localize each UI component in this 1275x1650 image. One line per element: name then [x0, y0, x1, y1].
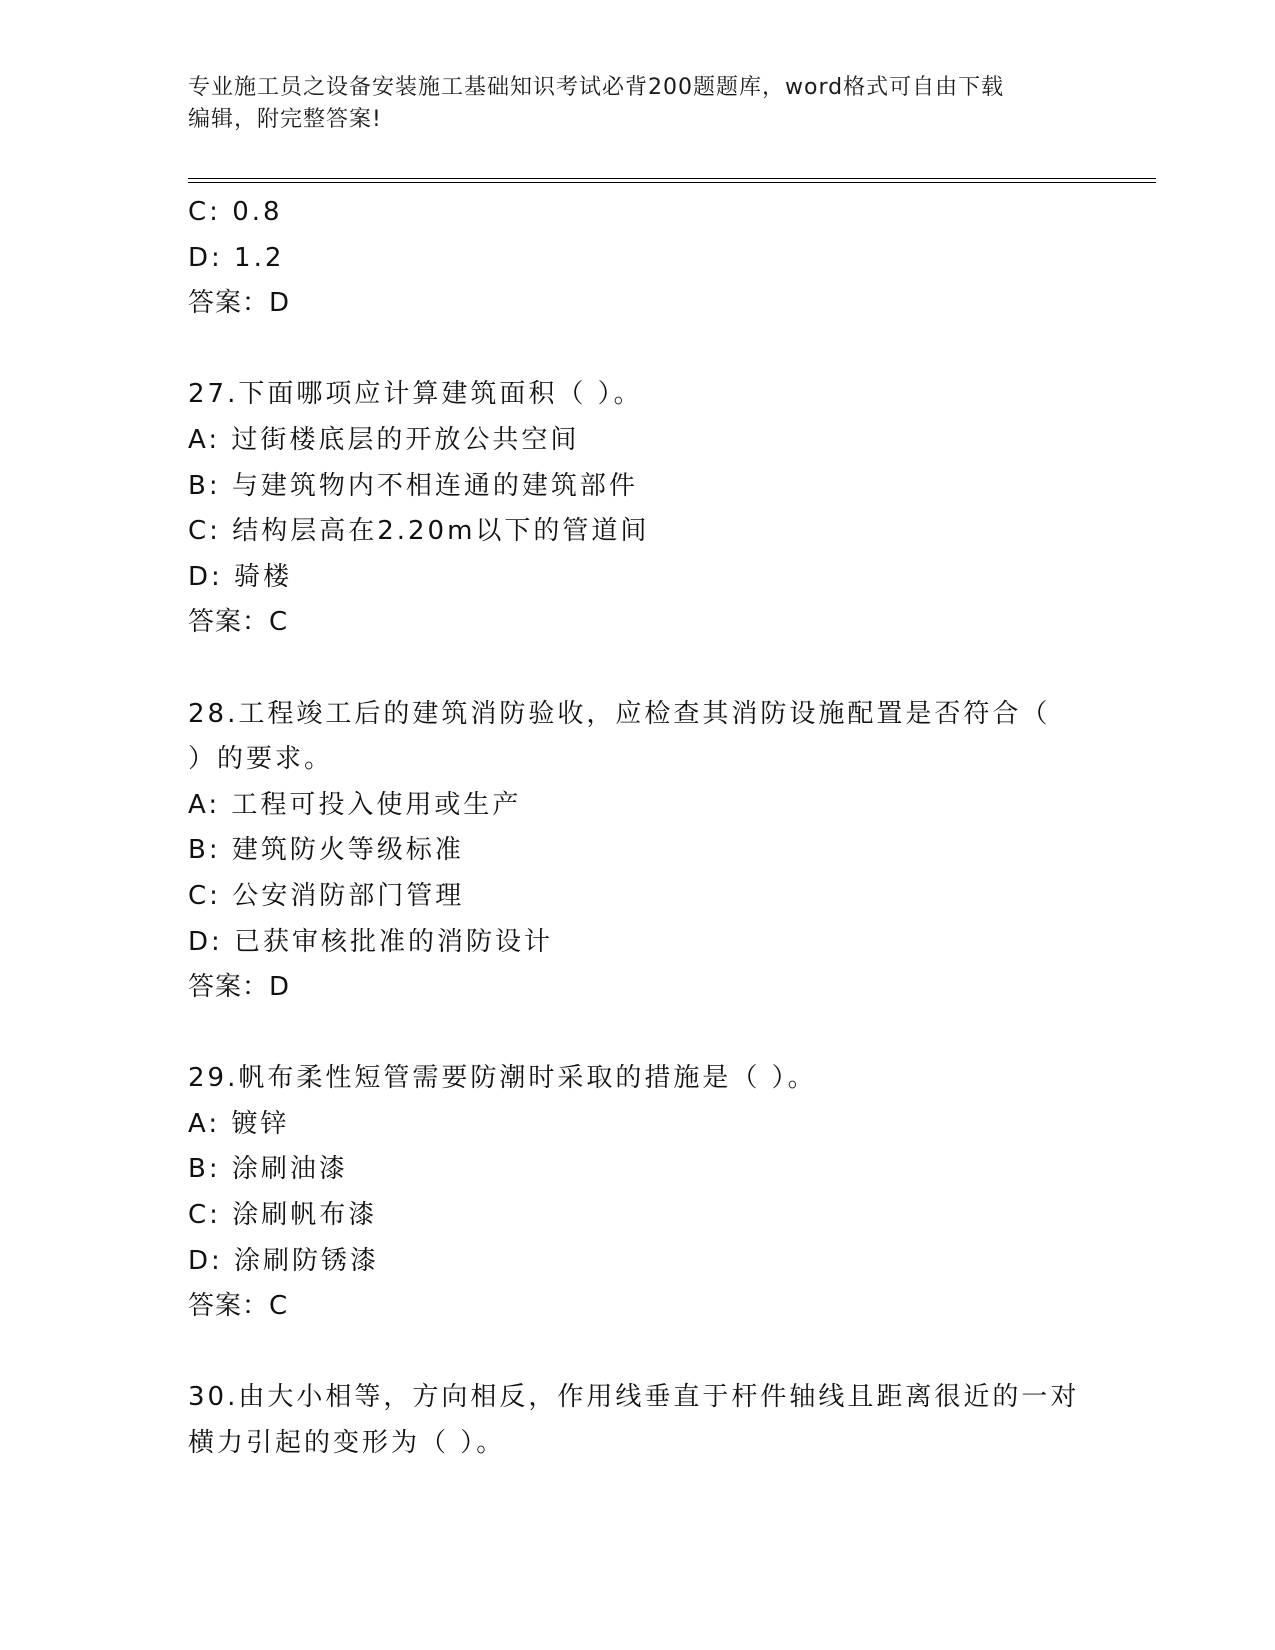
option-a: A: 过街楼底层的开放公共空间 [188, 424, 580, 455]
option-b: B: 涂刷油漆 [188, 1154, 348, 1185]
option-c: C: 涂刷帆布漆 [188, 1200, 378, 1231]
option-c: C: 公安消防部门管理 [188, 880, 465, 911]
question-30 [188, 1375, 1088, 1466]
question-text-line1: 28.工程竣工后的建筑消防验收，应检查其消防设施配置是否符合（ [188, 698, 1051, 729]
option-c: C: 结构层高在2.20m以下的管道间 [188, 516, 650, 547]
question-27 [188, 372, 1088, 646]
option-a: A: 镀锌 [188, 1108, 290, 1139]
option-c: C: 0.8 [188, 197, 283, 227]
header-title-line1: 专业施工员之设备安装施工基础知识考试必背200题题库，word格式可自由下载 [188, 75, 1005, 100]
spacer [188, 1011, 1088, 1057]
option-d: D: 1.2 [188, 242, 285, 273]
question-text-line2: 横力引起的变形为（ ）。 [188, 1428, 506, 1459]
question-text-line2: ）的要求。 [188, 744, 334, 775]
spacer [188, 327, 1088, 373]
header-title-line2: 编辑，附完整答案! [188, 107, 382, 132]
answer: 答案：C [188, 607, 289, 638]
spacer [188, 646, 1088, 692]
question-29 [188, 1056, 1088, 1330]
document-header [188, 72, 1068, 136]
option-b: B: 与建筑物内不相连通的建筑部件 [188, 470, 638, 501]
question-content [188, 190, 1088, 1467]
question-26-tail [188, 190, 1088, 327]
option-a: A: 工程可投入使用或生产 [188, 789, 522, 820]
question-text: 29.帆布柔性短管需要防潮时采取的措施是（ ）。 [188, 1063, 817, 1094]
question-text-line1: 30.由大小相等，方向相反，作用线垂直于杆件轴线且距离很近的一对 [188, 1382, 1080, 1413]
option-d: D: 骑楼 [188, 561, 293, 592]
question-text: 27.下面哪项应计算建筑面积（ ）。 [188, 379, 643, 410]
spacer [188, 1330, 1088, 1376]
header-divider [188, 178, 1156, 183]
answer: 答案：D [188, 288, 291, 319]
option-d: D: 已获审核批准的消防设计 [188, 926, 554, 957]
answer: 答案：D [188, 972, 291, 1003]
answer: 答案：C [188, 1291, 289, 1322]
question-28 [188, 692, 1088, 1011]
option-b: B: 建筑防火等级标准 [188, 835, 464, 866]
option-d: D: 涂刷防锈漆 [188, 1245, 380, 1276]
